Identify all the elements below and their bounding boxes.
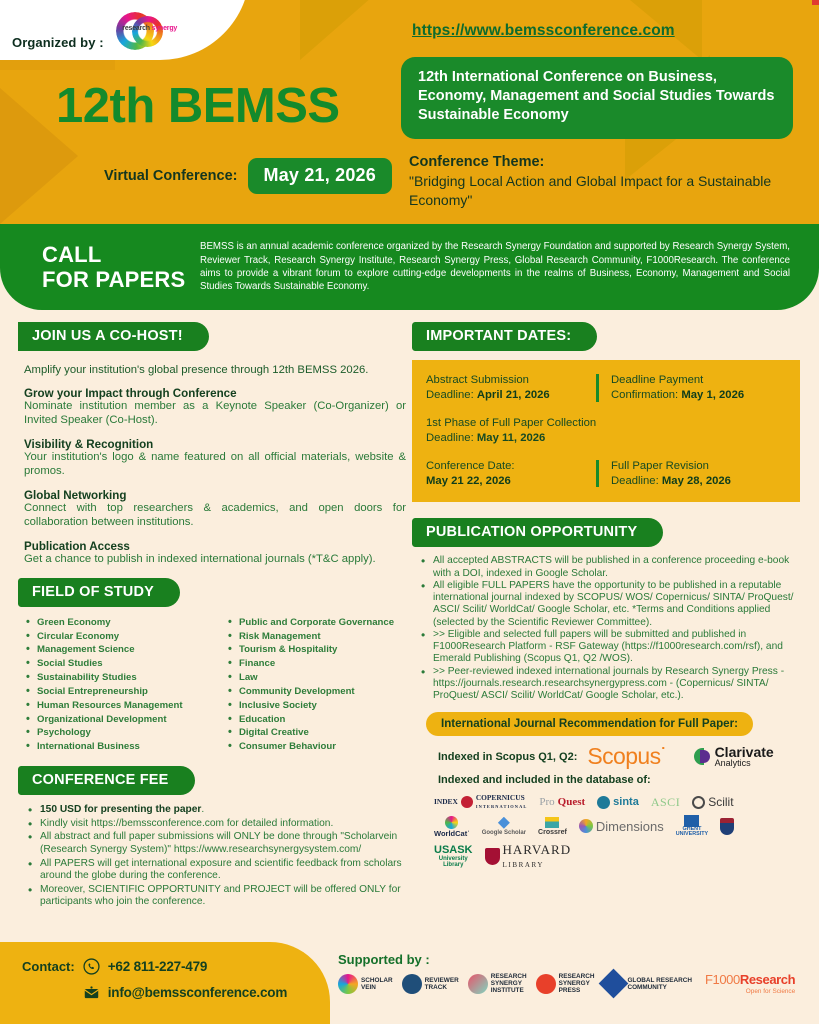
list-item bbox=[28, 804, 406, 817]
cfp-heading-line2: FOR PAPERS bbox=[42, 267, 186, 292]
conference-theme-heading: Conference Theme: bbox=[409, 154, 545, 170]
email-icon bbox=[83, 984, 100, 1001]
list-item: • Law bbox=[228, 671, 406, 685]
copernicus-mark-icon bbox=[461, 796, 473, 808]
cohost-benefit-title: Visibility & Recognition bbox=[24, 438, 154, 452]
corner-accent bbox=[812, 0, 819, 5]
publication-opportunity-section bbox=[412, 518, 802, 869]
rsp-mark-icon bbox=[536, 974, 556, 994]
date-value-line bbox=[426, 474, 586, 489]
cohost-benefit bbox=[24, 489, 406, 529]
date-value-line bbox=[426, 388, 586, 403]
field-of-study-column-1 bbox=[26, 616, 214, 754]
field-of-study-columns bbox=[26, 616, 406, 754]
cohost-benefit-title: Global Networking bbox=[24, 489, 127, 503]
contact-email[interactable]: info@bemssconference.com bbox=[107, 985, 288, 1000]
call-for-papers-body: BEMSS is an annual academic conference organized by the Research Synergy Foundation and supported by Research Synergy System, Reviewer Track, Research Synergy Institute, Research Synergy Press, Global Research Community, F1000Research. The conference aims to provide a vibrant forum to explore cutting-edge developments in the realms of Business, Economy, Management and Social Studies Towards Sustainable Economy. bbox=[200, 241, 790, 293]
f1000research-logo bbox=[705, 972, 795, 996]
cohost-benefit bbox=[24, 438, 406, 478]
contact-block bbox=[22, 958, 287, 1010]
website-url-link[interactable]: https://www.bemssconference.com bbox=[412, 22, 675, 39]
poster-footer bbox=[0, 942, 819, 1024]
supporter-line2: COMMUNITY bbox=[627, 983, 667, 991]
research-synergy-press-logo bbox=[536, 973, 595, 995]
list-item: • >> Eligible and selected full papers will be submitted and published in F1000Research Platform - RSF Gateway (https://f1000research.com/rsf), and Emerald Publishing (Scopus Q1, Q2 /WOS). bbox=[420, 629, 802, 666]
cohost-benefit bbox=[24, 387, 406, 427]
clarivate-name: Clarivate bbox=[714, 744, 774, 761]
field-of-study-tab: FIELD OF STUDY bbox=[18, 578, 180, 607]
index-copernicus-text: INDEX bbox=[434, 797, 458, 807]
sinta-text: sinta bbox=[613, 796, 639, 809]
list-item: • Public and Corporate Governance bbox=[228, 616, 406, 630]
supporter-line1: REVIEWER bbox=[424, 976, 459, 984]
list-item: • Management Science bbox=[26, 643, 214, 657]
cfp-heading-line1: CALL bbox=[42, 241, 102, 267]
list-item: • Circular Economy bbox=[26, 630, 214, 644]
list-item: • Sustainability Studies bbox=[26, 671, 214, 685]
virtual-conference-row bbox=[104, 158, 392, 194]
left-column bbox=[18, 322, 406, 910]
list-item: • Kindly visit https://bemssconference.com for detailed information. bbox=[28, 818, 406, 831]
usask-sub: University Library bbox=[438, 856, 468, 869]
harvard-text: HARVARD LIBRARY bbox=[502, 842, 572, 870]
conference-fee-tab: CONFERENCE FEE bbox=[18, 766, 195, 795]
cohost-benefit-text: Get a chance to publish in indexed international journals (*T&C apply). bbox=[24, 553, 376, 566]
scilit-logo bbox=[692, 795, 733, 809]
scilit-mark-icon bbox=[692, 796, 705, 809]
conference-fee-section bbox=[18, 766, 406, 909]
fee-text: . bbox=[201, 803, 205, 815]
organized-by-label: Organized by : bbox=[12, 35, 104, 50]
date-prefix: Deadline: bbox=[426, 431, 477, 444]
supporter-logos bbox=[338, 972, 795, 996]
date-value: May 1, 2026 bbox=[681, 388, 745, 401]
supporter-line2: SYNERGY bbox=[490, 980, 522, 988]
scholar-vein-text bbox=[361, 977, 393, 991]
rsp-text bbox=[559, 973, 595, 995]
supported-by-label: Supported by : bbox=[338, 952, 430, 967]
important-dates-box bbox=[412, 360, 800, 502]
cohost-section-tab: JOIN US A CO-HOST! bbox=[18, 322, 209, 351]
whatsapp-icon bbox=[83, 958, 100, 975]
university-crest-icon bbox=[720, 818, 734, 835]
scholar-vein-logo bbox=[338, 974, 393, 994]
dimensions-mark-icon bbox=[579, 819, 593, 833]
date-cell bbox=[611, 373, 744, 403]
field-of-study-section bbox=[18, 578, 406, 754]
logo-wordmark: research synergy bbox=[122, 25, 178, 32]
sinta-logo bbox=[597, 796, 639, 809]
date-prefix: Deadline: bbox=[426, 388, 477, 401]
ghent-text: GHENT UNIVERSITY bbox=[675, 825, 709, 838]
call-for-papers-heading bbox=[0, 242, 200, 293]
table-row bbox=[426, 373, 786, 403]
proquest-logo bbox=[539, 796, 585, 808]
supporter-line2: TRACK bbox=[424, 983, 447, 991]
clarivate-sub: Analytics bbox=[714, 758, 751, 769]
reviewer-track-logo bbox=[402, 974, 459, 994]
clarivate-logo bbox=[694, 745, 774, 768]
scopus-wordmark: Scopus bbox=[587, 743, 661, 770]
list-item: • All PAPERS will get international exposure and scientific feedback from scholars around the globe during the conference. bbox=[28, 858, 406, 883]
crossref-text: Crossref bbox=[538, 828, 567, 836]
google-scholar-mark-icon bbox=[498, 817, 510, 829]
supporter-line2: VEIN bbox=[361, 983, 376, 991]
crossref-mark-icon bbox=[545, 817, 559, 828]
rsi-mark-icon bbox=[468, 974, 488, 994]
date-value: May 28, 2026 bbox=[661, 474, 731, 487]
contact-email-row bbox=[22, 984, 287, 1001]
publication-opportunity-list bbox=[420, 555, 802, 702]
page-title: 12th BEMSS bbox=[56, 79, 340, 133]
google-scholar-logo bbox=[482, 817, 526, 836]
clarivate-mark-icon bbox=[694, 748, 711, 765]
worldcat-text: WorldCat˙ bbox=[434, 828, 470, 838]
virtual-conference-label: Virtual Conference: bbox=[104, 168, 238, 184]
supporter-line1: RESEARCH bbox=[490, 973, 527, 980]
list-item: • International Business bbox=[26, 740, 214, 754]
list-item: • Social Entrepreneurship bbox=[26, 685, 214, 699]
decorative-triangle-mid bbox=[300, 0, 380, 60]
date-value-line bbox=[611, 474, 731, 489]
list-item: • Organizational Development bbox=[26, 713, 214, 727]
cohost-benefit-text: Your institution's logo & name featured on all official materials, website & promos. bbox=[24, 451, 406, 477]
field-of-study-column-2 bbox=[228, 616, 406, 754]
list-item: • Education bbox=[228, 713, 406, 727]
poster-header bbox=[0, 0, 819, 224]
date-label: 1st Phase of Full Paper Collection bbox=[426, 416, 597, 429]
ghent-university-logo bbox=[676, 815, 708, 838]
crossref-logo bbox=[538, 817, 567, 836]
conference-theme-text: "Bridging Local Action and Global Impact for a Sustainable Economy" bbox=[409, 173, 772, 208]
asci-text: ASCI bbox=[650, 794, 681, 809]
conference-theme-block bbox=[409, 154, 809, 209]
scopus-dot-icon: ˙ bbox=[660, 743, 668, 770]
clarivate-wordmark bbox=[715, 745, 774, 768]
index-copernicus-logo bbox=[434, 794, 527, 810]
list-item: • Moreover, SCIENTIFIC OPPORTUNITY and PROJECT will be offered ONLY for participants who join the conference. bbox=[28, 884, 406, 909]
dimensions-text: Dimensions bbox=[595, 818, 664, 834]
date-value-line bbox=[611, 388, 744, 403]
logo-row bbox=[434, 815, 802, 838]
date-value: April 21, 2026 bbox=[476, 388, 550, 401]
list-item: • Social Studies bbox=[26, 657, 214, 671]
date-value: May 21 22, 2026 bbox=[426, 474, 511, 487]
worldcat-logo bbox=[434, 816, 470, 838]
divider bbox=[596, 460, 599, 488]
divider bbox=[596, 374, 599, 402]
spacer bbox=[426, 446, 786, 459]
date-label: Deadline Payment bbox=[611, 374, 704, 386]
list-item: • Tourism & Hospitality bbox=[228, 643, 406, 657]
logo-row bbox=[434, 794, 802, 810]
cohost-benefit-title: Publication Access bbox=[24, 540, 130, 554]
f1000-text bbox=[705, 972, 795, 996]
logo-row bbox=[434, 843, 802, 870]
list-item: • Finance bbox=[228, 657, 406, 671]
journal-recommendation-pill: International Journal Recommendation for Full Paper: bbox=[426, 712, 753, 736]
google-scholar-text: Google Scholar bbox=[481, 829, 527, 836]
sinta-mark-icon bbox=[597, 796, 610, 809]
list-item: • Psychology bbox=[26, 726, 214, 740]
cohost-benefit bbox=[24, 540, 406, 567]
f1000-tagline: Open for Science bbox=[745, 987, 796, 995]
supporter-line1: RESEARCH bbox=[558, 973, 595, 980]
global-research-community-logo bbox=[603, 973, 692, 994]
logo-wordmark-accent: synergy bbox=[151, 25, 178, 32]
copernicus-text: COPERNICUS INTERNATIONAL bbox=[475, 793, 528, 810]
date-prefix: Deadline: bbox=[611, 474, 662, 487]
harvard-crest-icon bbox=[485, 848, 500, 865]
conference-full-name-box: 12th International Conference on Business, Economy, Management and Social Studies Towards Sustainable Economy bbox=[401, 57, 793, 139]
supporter-line1: GLOBAL RESEARCH bbox=[627, 976, 692, 984]
list-item: • All eligible FULL PAPERS have the opportunity to be published in a reputable international journal indexed by SCOPUS/ WOS/ Copernicus/ SINTA/ ProQuest/ ASCI/ Scilit/ WorldCat/ Google Scholar, etc. *Terms and Conditions applied (selected by the Scientific Reviewer Committee). bbox=[420, 580, 802, 629]
table-row bbox=[426, 459, 786, 489]
date-prefix: Confirmation: bbox=[611, 388, 682, 401]
ghent-crest-icon bbox=[684, 815, 699, 827]
dimensions-logo bbox=[579, 819, 664, 834]
reviewer-track-mark-icon bbox=[402, 974, 422, 994]
rsi-text bbox=[491, 973, 527, 995]
grc-text bbox=[627, 977, 692, 991]
supporter-line3: INSTITUTE bbox=[490, 987, 524, 995]
conference-fee-list bbox=[28, 804, 406, 909]
proquest-text: Pro bbox=[539, 796, 555, 809]
harvard-library-logo bbox=[485, 843, 572, 870]
contact-phone[interactable]: +62 811-227-479 bbox=[107, 959, 208, 974]
supporter-line3: PRESS bbox=[558, 987, 581, 995]
usask-text: USASK bbox=[434, 844, 473, 857]
spacer bbox=[426, 403, 786, 416]
supporter-line2: SYNERGY bbox=[558, 980, 590, 988]
date-label: Conference Date: bbox=[426, 459, 515, 472]
list-item: • Green Economy bbox=[26, 616, 214, 630]
list-item: • >> Peer-reviewed indexed international journals by Research Synergy Press - https://journals.research.researchsynergypress.com - (Copernicus/ SINTA/ ProQuest/ ASCI/ Scilit/ WorldCat/ Google Scholar, etc.). bbox=[420, 666, 802, 703]
conference-date-chip: May 21, 2026 bbox=[248, 158, 392, 194]
asci-logo bbox=[651, 795, 680, 810]
worldcat-mark-icon bbox=[445, 816, 458, 829]
research-synergy-logo bbox=[112, 12, 184, 50]
university-crest-logo bbox=[720, 818, 734, 835]
cohost-benefit-text: Nominate institution member as a Keynote Speaker (Co-Organizer) or Invited Speaker (Co-Host). bbox=[24, 400, 406, 426]
list-item: • Risk Management bbox=[228, 630, 406, 644]
list-item: • Inclusive Society bbox=[228, 699, 406, 713]
date-label: Full Paper Revision bbox=[611, 459, 709, 472]
list-item: • All accepted ABSTRACTS will be published in a conference proceeding e-book with a DOI, indexed in Google Scholar. bbox=[420, 555, 802, 579]
supported-by-block bbox=[338, 952, 795, 996]
usask-logo bbox=[434, 844, 473, 869]
grc-mark-icon bbox=[599, 969, 629, 999]
scholar-vein-mark-icon bbox=[338, 974, 358, 994]
scopus-logo bbox=[587, 743, 667, 770]
important-dates-tab: IMPORTANT DATES: bbox=[412, 322, 597, 351]
database-logos-grid bbox=[434, 794, 802, 869]
list-item: • Community Development bbox=[228, 685, 406, 699]
cohost-benefit-text: Connect with top researchers & academics, and open doors for collaboration between institutions. bbox=[24, 502, 406, 528]
fee-highlight: 150 USD for presenting the paper bbox=[40, 803, 202, 815]
list-item: • Human Resources Management bbox=[26, 699, 214, 713]
publication-opportunity-tab: PUBLICATION OPPORTUNITY bbox=[412, 518, 663, 547]
f1000-research-word: Research bbox=[739, 972, 796, 987]
call-for-papers-banner bbox=[0, 224, 819, 310]
table-row bbox=[426, 416, 786, 446]
date-cell bbox=[426, 373, 586, 403]
supporter-line1: SCHOLAR bbox=[361, 976, 393, 984]
cohost-benefit-title: Grow your Impact through Conference bbox=[24, 387, 237, 400]
cohost-intro-text: Amplify your institution's global presence through 12th BEMSS 2026. bbox=[24, 364, 369, 376]
scilit-text: Scilit bbox=[708, 795, 734, 810]
contact-phone-row bbox=[22, 958, 287, 975]
scopus-row bbox=[438, 743, 802, 770]
date-cell bbox=[611, 459, 731, 489]
date-value-line bbox=[426, 431, 786, 446]
date-cell bbox=[426, 459, 586, 489]
right-column bbox=[412, 322, 802, 875]
list-item: • All abstract and full paper submissions will ONLY be done through "Scholarvein (Research Synergy System)" https://www.researchsynergysystem.com/ bbox=[28, 831, 406, 856]
f1000-mark: F1000 bbox=[704, 972, 740, 987]
research-synergy-institute-logo bbox=[468, 973, 527, 995]
reviewer-track-text bbox=[425, 977, 459, 991]
list-item: • Consumer Behaviour bbox=[228, 740, 406, 754]
database-label: Indexed and included in the database of: bbox=[438, 774, 651, 787]
scopus-label: Indexed in Scopus Q1, Q2: bbox=[438, 750, 578, 763]
organized-by-badge bbox=[0, 0, 250, 60]
list-item: • Digital Creative bbox=[228, 726, 406, 740]
proquest-accent: Quest bbox=[557, 796, 586, 809]
date-label: Abstract Submission bbox=[426, 374, 529, 386]
contact-label: Contact: bbox=[22, 959, 75, 974]
date-value: May 11, 2026 bbox=[476, 431, 546, 444]
